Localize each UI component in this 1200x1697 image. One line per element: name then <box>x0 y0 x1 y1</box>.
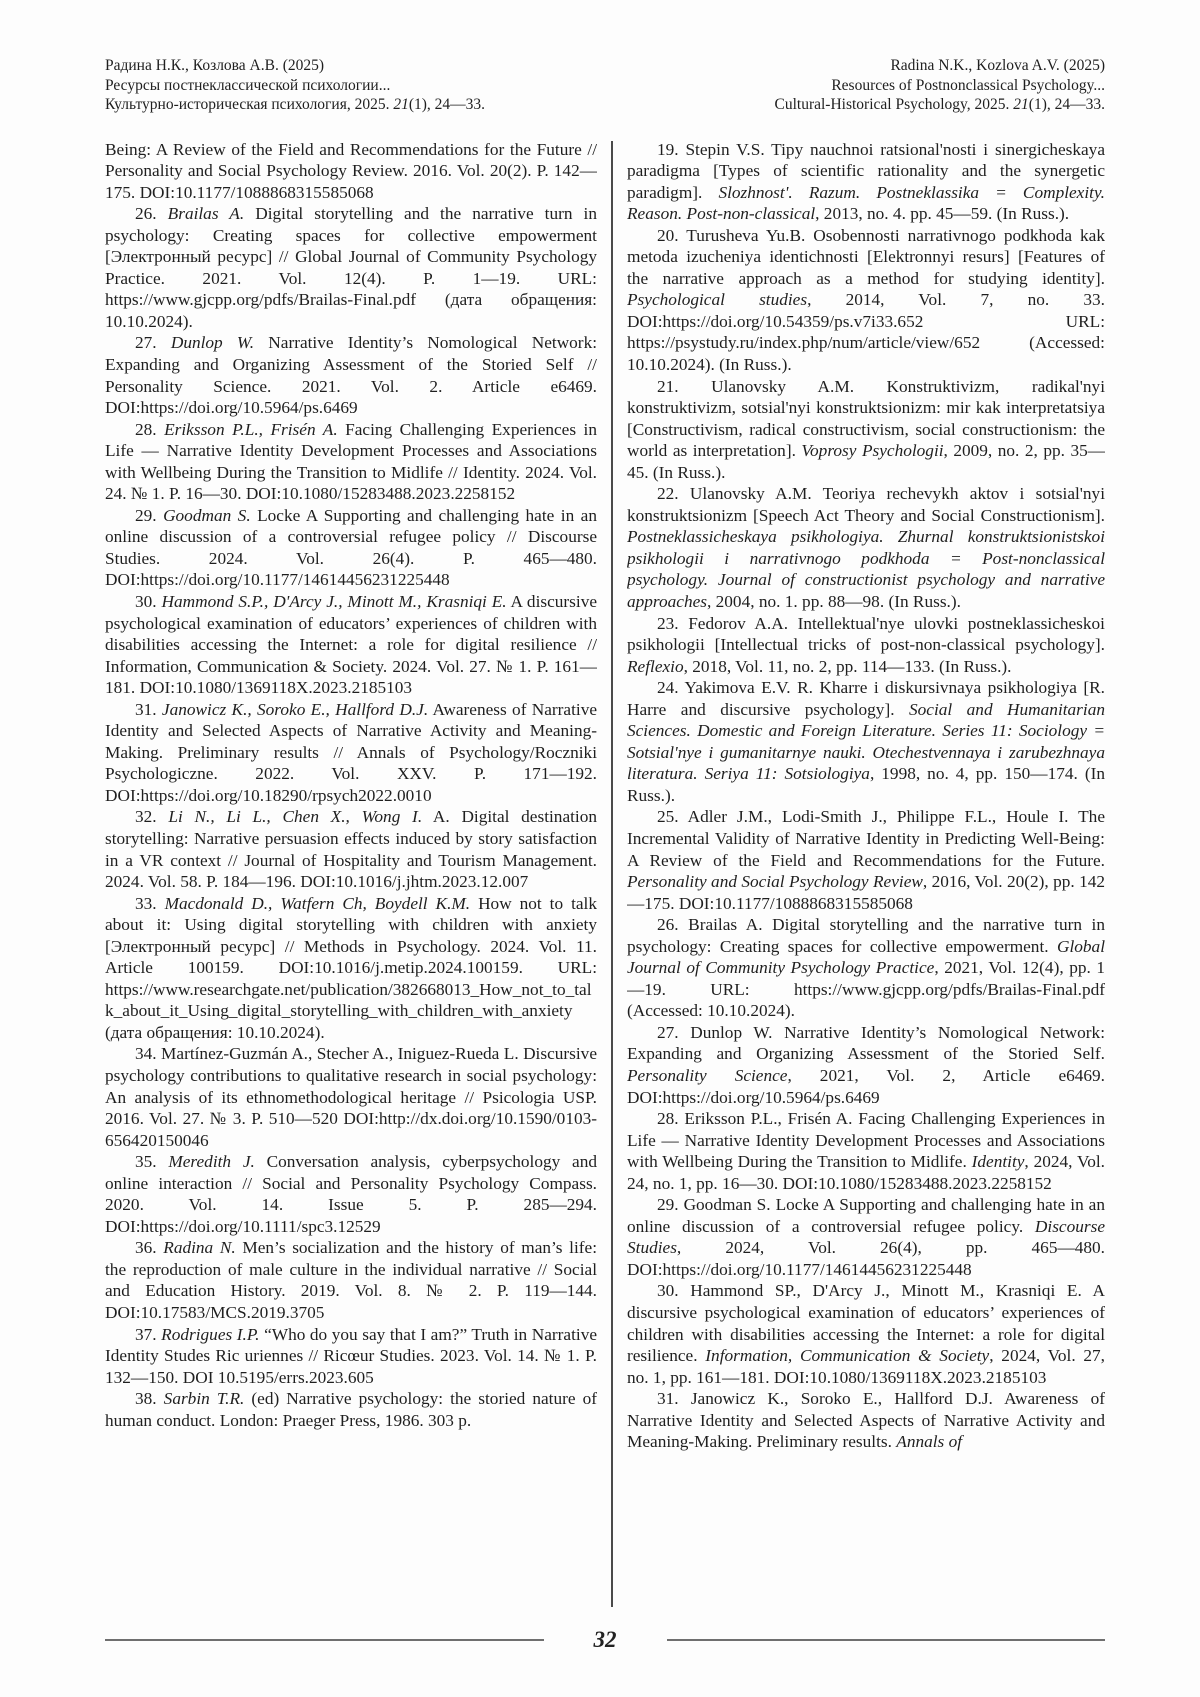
italic-text-segment: Brailas A. <box>167 204 245 224</box>
text-segment: A. Digital destination storytelling: Narrative persuasion effects induced by story satisfaction in a VR context // Journal of Hospitality and Tourism Management. 2024. Vol. 58. P. 184—196. DOI:10.1016/j.jhtm.2023.12.007 <box>105 807 597 892</box>
text-segment: Locke A Supporting and challenging hate in an online discussion of a controversial refugee policy // Discourse Studies. 2024. Vol. 26(4). P. 465—480. DOI:https://doi.org/10.1177/14614456231225448 <box>105 505 597 590</box>
header-citation-russian <box>105 56 485 115</box>
reference-entry <box>105 1237 597 1323</box>
text-segment: , 2009, no. 2, pp. 35—45. (In Russ.). <box>627 441 1105 482</box>
italic-text-segment: Slozhnost'. Razum. Postneklassika = Complexity. Reason. Post-non-classical <box>627 182 1105 224</box>
text-segment: 22. Ulanovsky A.M. Teoriya rechevykh aktov i sotsial'nyi konstruktsionizm [Speech Act Theory and Social Constructionism]. <box>627 484 1105 525</box>
italic-text-segment: Li N., Li L., Chen X., Wong I. <box>168 807 423 827</box>
text-segment: Being: A Review of the Field and Recommendations for the Future // Personality and Social Psychology Review. 2016. Vol. 20(2). P. 142—175. DOI:10.1177/1088868315585068 <box>105 139 597 202</box>
text-segment: 25. Adler J.M., Lodi-Smith J., Philippe F.L., Houle I. The Incremental Validity of Narrative Identity in Predicting Well-Being: A Review of the Field and Recommendations for the Future. <box>627 807 1105 870</box>
text-segment: 30. Hammond SP., D'Arcy J., Minott M., Krasniqi E. A discursive psychological examination of educators’ experiences of children with disabilities accessing the Internet: a role for digital resilience. <box>627 1281 1105 1366</box>
italic-text-segment: Goodman S. <box>163 505 251 525</box>
text-segment: How not to talk about it: Using digital storytelling with children with anxiety [Электронный ресурс] // Methods in Psychology. 2024. Vol. 11. Article 100159. DOI:10.1016/j.metip.2024.100159. URL: https://www.researchgate.net/publication/382668013_How_not_to_talk_about_it_Using_digital_storytelling_with_children_with_anxiety (дата обращения: 10.10.2024). <box>105 893 597 1042</box>
reference-entry <box>105 419 597 505</box>
italic-text-segment: Rodrigues I.P. <box>161 1324 260 1344</box>
footer-rule-right <box>667 1639 1106 1642</box>
text-segment: Ресурсы постнеклассической психологии... <box>105 76 391 94</box>
italic-text-segment: Dunlop W. <box>170 333 255 353</box>
text-segment: , 2004, no. 1. pp. 88—98. (In Russ.). <box>707 591 961 611</box>
italic-text-segment: Reflexio <box>627 656 684 676</box>
reference-entry <box>105 806 597 892</box>
text-segment: 23. Fedorov A.A. Intellektual'nye ulovki postneklassicheskoi psikhologii [Intellectual tricks of post-non-classical psychology]. <box>627 613 1105 655</box>
column-divider-rule <box>611 141 613 1608</box>
header-line <box>775 76 1106 96</box>
italic-text-segment: Psychological studies <box>627 290 808 310</box>
italic-text-segment: Information, Communication & Society <box>705 1346 990 1366</box>
reference-entry <box>627 677 1105 806</box>
italic-text-segment: Identity <box>971 1152 1025 1172</box>
italic-text-segment: Voprosy Psychologii <box>801 441 944 461</box>
reference-entry <box>627 225 1105 376</box>
text-segment: 19. Stepin V.S. Tipy nauchnoi ratsional'nosti i sinergicheskaya paradigma [Types of scientific rationality and the synergetic paradigm]. <box>627 139 1105 202</box>
italic-text-segment: Postneklassicheskaya psikhologiya. Zhurnal konstruktsionistskoi psikhologii i narrativnogo podkhoda = Post-nonclassical psychology. Journal of constructionist psychology and narrative approaches <box>627 527 1105 611</box>
italic-text-segment: Global Journal of Community Psychology Practice <box>627 936 1105 978</box>
text-segment: , 2024, Vol. 26(4), pp. 465—480. DOI:https://doi.org/10.1177/14614456231225448 <box>627 1238 1105 1279</box>
text-segment: Культурно-историческая психология, 2025. <box>105 96 394 113</box>
italic-text-segment: Personality Science <box>627 1066 788 1086</box>
text-segment: 34. Martínez-Guzmán A., Stecher A., Iniguez-Rueda L. Discursive psychology contributions to qualitative research in social psychology: An analysis of its ethnomethodological heritage // Psicologia USP. 2016. Vol. 27. № 3. P. 510—520 DOI:http://dx.doi.org/10.1590/0103-656420150046 <box>105 1044 597 1150</box>
reference-entry <box>105 1043 597 1151</box>
text-segment: 31. <box>135 699 162 719</box>
italic-text-segment: Janowicz K., Soroko E., Hallford D.J. <box>161 699 429 719</box>
text-segment: , 2018, Vol. 11, no. 2, pp. 114—133. (In Russ.). <box>683 656 1012 676</box>
italic-text-segment: 21 <box>1013 96 1029 113</box>
reference-entry <box>627 1022 1105 1108</box>
text-segment: 31. Janowicz K., Soroko E., Hallford D.J. Awareness of Narrative Identity and Selected Aspects of Narrative Activity and Meaning-Making. Preliminary results. <box>627 1389 1105 1452</box>
text-segment: , 2016, Vol. 20(2), pp. 142—175. DOI:10.1177/1088868315585068 <box>627 872 1105 913</box>
header-line <box>105 95 485 115</box>
page-header <box>105 56 1105 115</box>
text-segment: 32. <box>135 807 169 827</box>
reference-entry <box>627 376 1105 484</box>
italic-text-segment: Hammond S.P., D'Arcy J., Minott M., Krasniqi E. <box>161 591 507 611</box>
italic-text-segment: 21 <box>393 96 409 113</box>
reference-entry <box>105 1388 597 1431</box>
text-segment: 24. Yakimova E.V. R. Kharre i diskursivnaya psikhologiya [R. Harre and discursive psychology]. <box>627 678 1105 719</box>
italic-text-segment: Meredith J. <box>168 1152 255 1172</box>
header-line <box>775 56 1106 76</box>
header-line <box>775 95 1106 115</box>
text-segment: 29. Goodman S. Locke A Supporting and challenging hate in an online discussion of a controversial refugee policy. <box>627 1195 1105 1236</box>
text-segment: 28. <box>135 419 165 439</box>
reference-entry <box>105 1151 597 1237</box>
footer-rule-left <box>105 1639 544 1642</box>
reference-entry <box>627 139 1105 225</box>
header-line <box>105 56 485 76</box>
text-segment: , 1998, no. 4, pp. 150—174. (In Russ.). <box>627 764 1105 805</box>
reference-entry <box>627 1194 1105 1280</box>
text-segment: 37. <box>135 1324 162 1344</box>
italic-text-segment: Personality and Social Psychology Review <box>627 872 923 892</box>
reference-entry <box>627 806 1105 914</box>
italic-text-segment: Macdonald D., Watfern Ch, Boydell K.M. <box>164 893 471 913</box>
text-segment: Conversation analysis, cyberpsychology and online interaction // Social and Personality Psychology Compass. 2020. Vol. 14. Issue 5. P. 285—294. DOI:https://doi.org/10.1111/spc3.12529 <box>105 1152 597 1236</box>
text-segment: 21. Ulanovsky A.M. Konstruktivizm, radikal'nyi konstruktivizm, sotsial'nyi konstruktsionizm: mir kak interpretatsiya [Constructivism, radical constructivism, social constructionism: the world as interpretation]. <box>627 376 1105 461</box>
reference-entry <box>627 613 1105 678</box>
references-column-left <box>105 139 597 1612</box>
text-segment: 30. <box>135 591 162 611</box>
text-segment: Cultural-Historical Psychology, 2025. <box>774 96 1014 113</box>
reference-entry <box>627 1280 1105 1388</box>
reference-entry <box>627 483 1105 612</box>
italic-text-segment: Radina N. <box>163 1238 236 1258</box>
reference-entry <box>105 332 597 418</box>
italic-text-segment: Discourse Studies <box>627 1216 1105 1258</box>
text-segment: , 2021, Vol. 12(4), pp. 1—19. URL: https://www.gjcpp.org/pdfs/Brailas-Final.pdf (Accessed: 10.10.2024). <box>627 958 1105 1021</box>
page-footer <box>105 1617 1105 1663</box>
text-segment: (1), 24—33. <box>1028 96 1105 113</box>
page-number: 32 <box>593 1627 617 1652</box>
reference-entry <box>105 699 597 807</box>
text-segment: 36. <box>135 1238 164 1258</box>
text-segment: Радина Н.К., Козлова А.В. (2025) <box>105 57 325 74</box>
header-line <box>105 76 485 96</box>
text-segment: Awareness of Narrative Identity and Selected Aspects of Narrative Activity and Meaning-Making. Preliminary results // Annals of Psychology/Roczniki Psychologiczne. 2022. Vol. XXV. P. 171—192. DOI:https://doi.org/10.18290/rpsych2022.0010 <box>105 699 597 805</box>
reference-entry <box>105 591 597 699</box>
reference-entry <box>105 893 597 1044</box>
text-segment: , 2014, Vol. 7, no. 33. DOI:https://doi.org/10.54359/ps.v7i33.652 URL: https://psystudy.ru/index.php/num/article/view/652 (Accessed: 10.10.2024). (In Russ.). <box>627 290 1105 374</box>
text-segment: Digital storytelling and the narrative turn in psychology: Creating spaces for collective empowerment [Электронный ресурс] // Global Journal of Community Psychology Practice. 2021. Vol. 12(4). P. 1—19. URL: https://www.gjcpp.org/pdfs/Brailas-Final.pdf (дата обращения: 10.10.2024). <box>105 204 597 331</box>
text-segment: Resources of Postnonclassical Psychology... <box>831 76 1105 94</box>
reference-entry <box>627 1388 1105 1453</box>
text-segment: “Who do you say that I am?” Truth in Narrative Identity Studes Ric uriennes // Ricœur Studies. 2023. Vol. 14. № 1. P. 132—150. DOI 10.5195/errs.2023.605 <box>105 1324 597 1387</box>
references-body <box>105 139 1105 1612</box>
text-segment: 38. <box>135 1389 164 1409</box>
text-segment: , 2013, no. 4. pp. 45—59. (In Russ.). <box>815 204 1070 224</box>
text-segment: 20. Turusheva Yu.B. Osobennosti narrativnogo podkhoda kak metoda izucheniya identichnosti [Elektronnyi resurs] [Features of the narrative approach as a method for studying identity]. <box>627 225 1105 288</box>
text-segment: 28. Eriksson P.L., Frisén A. Facing Challenging Experiences in Life — Narrative Identity Development Processes and Associations with Wellbeing During the Transition to Midlife. <box>627 1109 1105 1172</box>
italic-text-segment: Eriksson P.L., Frisén A. <box>164 419 338 439</box>
text-segment: , 2021, Vol. 2, Article e6469. DOI:https://doi.org/10.5964/ps.6469 <box>627 1066 1105 1107</box>
text-segment: Men’s socialization and the history of man’s life: the reproduction of male culture in the individual narrative // Social and Education History. 2019. Vol. 8. № 2. P. 119—144. DOI:10.17583/MCS.2019.3705 <box>105 1238 597 1323</box>
text-segment: (ed) Narrative psychology: the storied nature of human conduct. London: Praeger Press, 1986. 303 p. <box>105 1389 597 1430</box>
reference-entry <box>627 1108 1105 1194</box>
text-segment: 35. <box>135 1152 169 1172</box>
italic-text-segment: Sarbin T.R. <box>163 1389 245 1409</box>
reference-entry <box>105 505 597 591</box>
text-segment: , 2024, Vol. 27, no. 1, pp. 161—181. DOI:10.1080/1369118X.2023.2185103 <box>627 1346 1105 1387</box>
text-segment: A discursive psychological examination of educators’ experiences of children with disabilities accessing the Internet: a role for digital resilience // Information, Communication & Society. 2024. Vol. 27. № 1. P. 161—181. DOI:10.1080/1369118X.2023.2185103 <box>105 591 597 698</box>
text-segment: , 2024, Vol. 24, no. 1, pp. 16—30. DOI:10.1080/15283488.2023.2258152 <box>627 1152 1105 1193</box>
text-segment: 27. Dunlop W. Narrative Identity’s Nomological Network: Expanding and Organizing Assessment of the Storied Self. <box>627 1022 1105 1064</box>
text-segment: Narrative Identity’s Nomological Network: Expanding and Organizing Assessment of the Storied Self // Personality Science. 2021. Vol. 2. Article e6469. DOI:https://doi.org/10.5964/ps.6469 <box>105 333 597 418</box>
text-segment: Facing Challenging Experiences in Life — Narrative Identity Development Processes and Associations with Wellbeing During the Transition to Midlife // Identity. 2024. Vol. 24. № 1. P. 16—30. DOI:10.1080/15283488.2023.2258152 <box>105 419 597 504</box>
reference-entry <box>105 1324 597 1389</box>
reference-entry <box>105 203 597 332</box>
reference-entry <box>105 139 597 204</box>
text-segment: 27. <box>135 333 171 353</box>
text-segment: 26. <box>135 204 168 224</box>
header-citation-english <box>775 56 1106 115</box>
text-segment: Radina N.K., Kozlova A.V. (2025) <box>890 57 1105 74</box>
italic-text-segment: Annals of <box>896 1432 963 1452</box>
text-segment: 33. <box>135 893 165 913</box>
text-segment: (1), 24—33. <box>408 96 486 113</box>
references-column-right <box>627 139 1105 1612</box>
text-segment: 29. <box>135 505 164 525</box>
italic-text-segment: Social and Humanitarian Sciences. Domestic and Foreign Literature. Series 11: Sociology = Sotsial'nye i gumanitarnye nauki. Otechestvennaya i zarubezhnaya literatura. Seriya 11: Sotsiologiya <box>627 699 1105 784</box>
text-segment: 26. Brailas A. Digital storytelling and the narrative turn in psychology: Creating spaces for collective empowerment. <box>627 915 1105 956</box>
reference-entry <box>627 914 1105 1022</box>
